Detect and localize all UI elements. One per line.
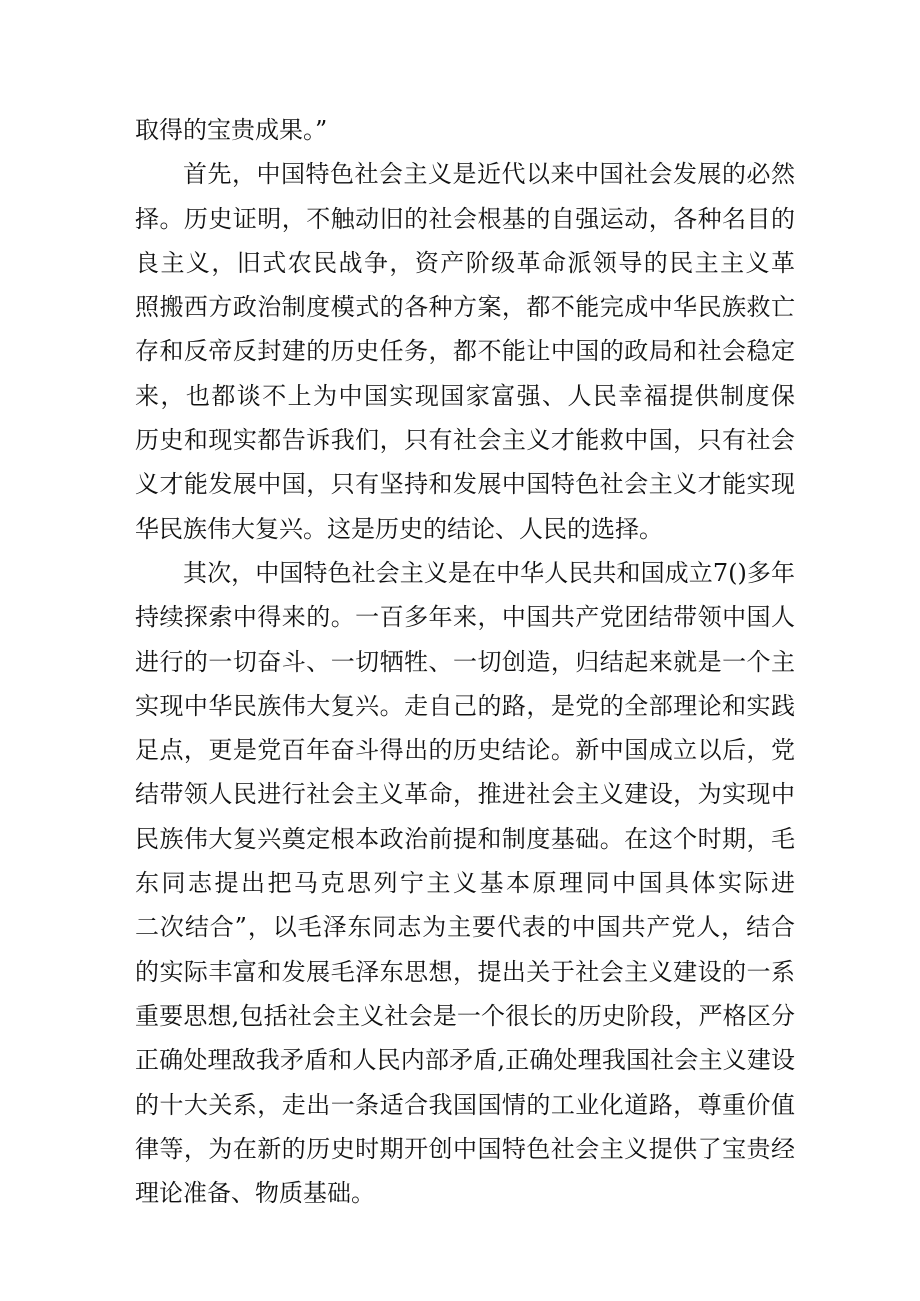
text-line: 东同志提出把马克思列宁主义基本原理同中国具体实际进 [135, 869, 795, 898]
text-line: 民族伟大复兴奠定根本政治前提和制度基础。在这个时期，毛 [135, 824, 795, 853]
text-line: 进行的一切奋斗、一切牺牲、一切创造，归结起来就是一个主 [135, 647, 795, 676]
text-line: 取得的宝贵成果。” [135, 116, 328, 144]
text-line: 来，也都谈不上为中国实现国家富强、人民幸福提供制度保 [135, 381, 795, 410]
text-line: 照搬西方政治制度模式的各种方案，都不能完成中华民族救亡 [135, 293, 795, 322]
text-line: 实现中华民族伟大复兴。走自己的路，是党的全部理论和实践 [135, 691, 795, 720]
text-line: 华民族伟大复兴。这是历史的结论、人民的选择。 [135, 514, 663, 543]
text-line: 结带领人民进行社会主义革命，推进社会主义建设，为实现中 [135, 780, 795, 809]
text-line: 的十大关系，走出一条适合我国国情的工业化道路，尊重价值 [135, 1090, 795, 1119]
text-line: 足点，更是党百年奋斗得出的历史结论。新中国成立以后，党 [135, 736, 795, 765]
text-line: 其次，中国特色社会主义是在中华人民共和国成立7()多年 [183, 558, 795, 587]
document-body [135, 108, 795, 1215]
text-line: 历史和现实都告诉我们，只有社会主义才能救中国，只有社会 [135, 426, 795, 455]
text-line: 理论准备、物质基础。 [135, 1179, 375, 1208]
text-line: 良主义，旧式农民战争，资产阶级革命派领导的民主主义革 [135, 248, 795, 277]
text-line: 的实际丰富和发展毛泽东思想，提出关于社会主义建设的一系 [135, 957, 795, 986]
text-line: 正确处理敌我矛盾和人民内部矛盾,正确处理我国社会主义建设 [135, 1046, 795, 1075]
text-line: 律等，为在新的历史时期开创中国特色社会主义提供了宝贵经 [135, 1134, 795, 1163]
text-line: 二次结合”，以毛泽东同志为主要代表的中国共产党人，结合 [135, 913, 795, 942]
text-line: 首先，中国特色社会主义是近代以来中国社会发展的必然 [183, 160, 795, 189]
text-line: 择。历史证明，不触动旧的社会根基的自强运动，各种名目的 [135, 204, 795, 233]
text-line: 重要思想,包括社会主义社会是一个很长的历史阶段，严格区分 [135, 1001, 795, 1030]
text-line: 持续探索中得来的。一百多年来，中国共产党团结带领中国人 [135, 603, 795, 632]
text-line: 存和反帝反封建的历史任务，都不能让中国的政局和社会稳定 [135, 337, 795, 366]
text-line: 义才能发展中国，只有坚持和发展中国特色社会主义才能实现 [135, 470, 795, 499]
